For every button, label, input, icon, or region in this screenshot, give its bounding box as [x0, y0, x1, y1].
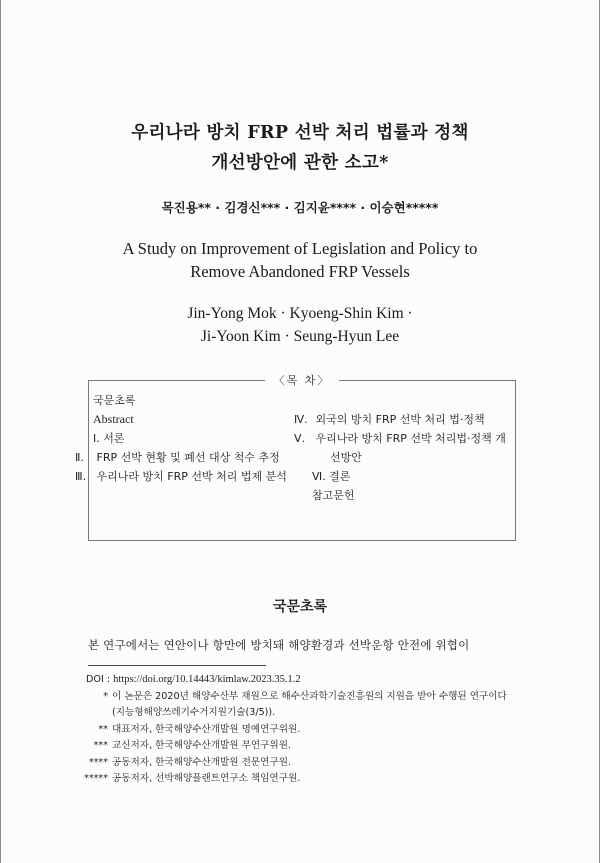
toc-item-label: 서론: [103, 432, 125, 445]
title-en-line1: A Study on Improvement of Legislation and Policy to: [122, 239, 478, 258]
toc-item-label: Abstract: [93, 412, 134, 426]
paper-title-korean: [0, 118, 600, 178]
toc-item-abstract-ko[interactable]: [93, 391, 301, 410]
authors-en-line2: Ji-Yoon Kim · Seung-Hyun Lee: [200, 328, 400, 345]
toc-item-number: Ⅰ.: [93, 432, 100, 445]
footnote-mark: *****: [84, 773, 108, 784]
doi-link[interactable]: https://doi.org/10.14443/kimlaw.2023.35.1.2: [113, 674, 301, 685]
toc-item-label: 국문초록: [93, 394, 136, 407]
footnote-mark: ***: [93, 740, 108, 751]
footnote-text: 이 논문은 2020년 해양수산부 재원으로 해수산과학기술진흥원의 지원을 받아 수행된 연구이다(지능형해양쓰레기수거지원기술(3/5)).: [112, 690, 507, 718]
footnote-author-1: [86, 722, 516, 739]
toc-column-left: [75, 391, 301, 486]
paper-title-english: [0, 237, 600, 283]
toc-column-right: [294, 410, 512, 505]
toc-item-label: 우리나라 방치 FRP 선박 처리 법제 분석: [96, 470, 287, 483]
toc-item-5[interactable]: Ⅴ. 우리나라 방치 FRP 선박 처리법·정책 개선방안: [294, 432, 506, 464]
toc-item-label: 우리나라 방치 FRP 선박 처리법·정책 개선방안: [315, 432, 506, 464]
doi-label: DOI :: [86, 674, 114, 685]
toc-item-label: 결론: [329, 470, 351, 483]
footnote-funding: [86, 689, 516, 722]
toc-item-references[interactable]: [312, 486, 512, 505]
toc-item-2[interactable]: Ⅱ. FRP 선박 현황 및 폐선 대상 척수 추정: [75, 451, 280, 464]
authors-english: [0, 302, 600, 348]
title-ko-line2: 개선방안에 관한 소고*: [211, 153, 389, 173]
footnote-author-3: [86, 755, 516, 772]
toc-item-1[interactable]: [93, 429, 301, 448]
footnote-mark: ****: [88, 756, 108, 768]
toc-item-label: 참고문헌: [312, 489, 355, 502]
authors-korean: 목진용** · 김경신*** · 김지윤**** · 이승현*****: [161, 200, 439, 215]
section-title-abstract: 국문초록: [272, 599, 328, 615]
footnote-doi: [86, 672, 516, 689]
footnote-mark: **: [98, 723, 108, 735]
toc-header: 〈목 차〉: [265, 372, 339, 388]
footnote-text: 공동저자, 선박해양플랜트연구소 책임연구원.: [112, 773, 301, 784]
toc-item-4[interactable]: Ⅳ. 외국의 방치 FRP 선박 처리 법·정책: [294, 413, 485, 426]
footnote-text: 공동저자, 한국해양수산개발원 전문연구원.: [112, 756, 292, 768]
title-en-line2: Remove Abandoned FRP Vessels: [190, 262, 410, 281]
toc-item-label: FRP 선박 현황 및 폐선 대상 척수 추정: [96, 451, 280, 464]
toc-item-6[interactable]: [312, 467, 512, 486]
toc-item-3[interactable]: Ⅲ. 우리나라 방치 FRP 선박 처리 법제 분석: [75, 470, 287, 483]
footnote-text: 대표저자, 한국해양수산개발원 명예연구위원.: [112, 723, 301, 735]
title-ko-line1: 우리나라 방치 FRP 선박 처리 법률과 정책: [131, 123, 469, 143]
toc-item-abstract-en[interactable]: [93, 410, 301, 429]
authors-en-line1: Jin-Yong Mok · Kyoeng-Shin Kim ·: [187, 305, 413, 322]
footnote-divider: [88, 665, 266, 666]
footnote-author-2: [86, 738, 516, 755]
abstract-body-text: 본 연구에서는 연안이나 항만에 방치돼 해양환경과 선박운항 안전에 위협이: [88, 638, 470, 652]
toc-item-label: 외국의 방치 FRP 선박 처리 법·정책: [315, 413, 485, 426]
footnote-mark: *: [103, 690, 108, 702]
footnote-author-4: [86, 771, 516, 788]
table-of-contents: [75, 374, 516, 541]
toc-item-number: Ⅵ.: [312, 470, 326, 483]
footnote-text: 교신저자, 한국해양수산개발원 부연구위원.: [112, 740, 292, 751]
footnotes: [86, 672, 516, 788]
